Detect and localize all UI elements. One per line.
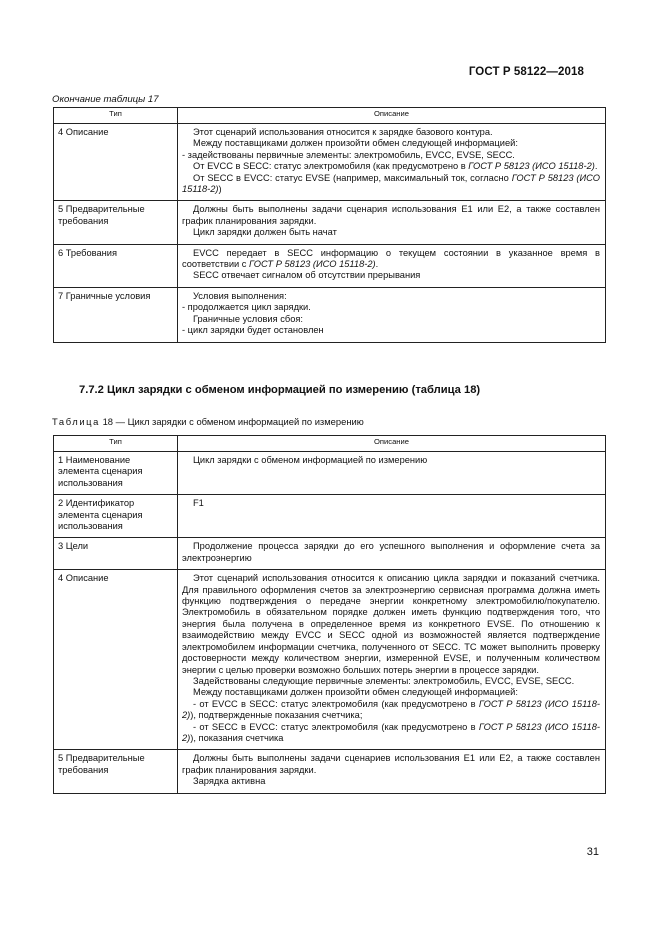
description-paragraph: Должны быть выполнены задачи сценариев использования E1 или E2, а также составлен график планирования зарядки.	[182, 753, 600, 775]
caption-word: Таблица	[52, 416, 100, 427]
description-list-item: - от EVCC в SECC: статус электромобиля (как предусмотрено в ГОСТ Р 58123 (ИСО 15118-2)), подтвержденные показания счетчика;	[182, 698, 600, 721]
row-description	[178, 495, 606, 538]
table-row	[54, 495, 606, 538]
table-18-caption: Таблица 18 — Цикл зарядки с обменом информацией по измерению	[52, 416, 364, 427]
row-description	[178, 244, 606, 287]
description-paragraph: Этот сценарий использования относится к зарядке базового контура.	[193, 127, 493, 137]
row-description	[178, 570, 606, 750]
table-row	[54, 570, 606, 750]
column-header-description: Описание	[178, 108, 606, 124]
description-paragraph: Задействованы следующие первичные элементы: электромобиль, EVCC, EVSE, SECC.	[193, 675, 575, 686]
description-paragraph: От SECC в EVCC: статус EVSE (например, максимальный ток, согласно ГОСТ Р 58123 (ИСО 15118-2))	[182, 172, 601, 195]
row-label: 2 Идентификатор элемента сценария использования	[54, 495, 178, 538]
row-description	[178, 452, 606, 495]
row-label: 3 Цели	[54, 538, 178, 570]
table-row	[54, 244, 606, 287]
table-row	[54, 750, 606, 793]
table-row	[54, 452, 606, 495]
description-paragraph: Продолжение процесса зарядки до его успешного выполнения и оформление счета за электроэнергию	[182, 541, 600, 563]
row-label: 5 Предварительные требования	[54, 750, 178, 793]
section-heading: 7.7.2 Цикл зарядки с обменом информацией по измерению (таблица 18)	[79, 384, 481, 396]
column-header-type: Тип	[54, 436, 178, 452]
row-label: 7 Граничные условия	[54, 287, 178, 342]
standard-reference: ГОСТ Р 58123 (ИСО 15118-2)	[182, 698, 600, 721]
table-continuation-caption: Окончание таблицы 17	[52, 94, 159, 105]
row-description	[178, 201, 606, 244]
row-description	[178, 287, 606, 342]
description-paragraph: Цикл зарядки с обменом информацией по измерению	[193, 455, 428, 465]
table-row	[54, 201, 606, 244]
row-label: 4 Описание	[54, 124, 178, 201]
document-id-header: ГОСТ Р 58122—2018	[468, 66, 584, 78]
table-18	[53, 435, 606, 794]
table-row	[54, 538, 606, 570]
standard-reference: ГОСТ Р 58123 (ИСО 15118-2)	[468, 161, 595, 172]
page-number: 31	[586, 846, 599, 858]
description-paragraph: F1	[193, 498, 204, 509]
description-list-item: - продолжается цикл зарядки.	[182, 302, 311, 313]
description-paragraph: EVCC передает в SECC информацию о текущем состоянии в указанное время в соответствии с ГОСТ Р 58123 (ИСО 15118-2).	[182, 247, 600, 270]
description-paragraph: Граничные условия сбоя:	[193, 313, 303, 324]
description-paragraph: Цикл зарядки должен быть начат	[193, 227, 337, 238]
table-header-row	[54, 108, 606, 124]
column-header-description: Описание	[178, 436, 606, 452]
row-description	[178, 538, 606, 570]
description-paragraph: От EVCC в SECC: статус электромобиля (как предусмотрено в ГОСТ Р 58123 (ИСО 15118-2).	[193, 161, 598, 172]
column-header-type: Тип	[54, 108, 178, 124]
table-header-row	[54, 436, 606, 452]
description-paragraph: Условия выполнения:	[193, 290, 287, 301]
table-row	[54, 287, 606, 342]
table-row	[54, 124, 606, 201]
standard-reference: ГОСТ Р 58123 (ИСО 15118-2)	[249, 259, 376, 270]
description-paragraph: Между поставщиками должен произойти обмен следующей информацией:	[193, 687, 518, 698]
description-list-item: - от SECC в EVCC: статус электромобиля (как предусмотрено в ГОСТ Р 58123 (ИСО 15118-2)), показания счетчика	[182, 721, 600, 743]
row-description	[178, 124, 606, 201]
row-label: 4 Описание	[54, 570, 178, 750]
description-paragraph: Должны быть выполнены задачи сценария использования E1 или E2, а также составлен график планирования зарядки.	[182, 204, 600, 226]
row-label: 6 Требования	[54, 244, 178, 287]
standard-reference: ГОСТ Р 58123 (ИСО 15118-2)	[182, 721, 600, 743]
description-list-item: - задействованы первичные элементы: электромобиль, EVCC, EVSE, SECC.	[182, 149, 515, 160]
description-paragraph: Между поставщиками должен произойти обмен следующей информацией:	[193, 138, 518, 149]
description-paragraph: SECC отвечает сигналом об отсутствии прерывания	[193, 270, 421, 281]
standard-reference: ГОСТ Р 58123 (ИСО 15118-2)	[182, 172, 601, 195]
description-list-item: - цикл зарядки будет остановлен	[182, 325, 324, 336]
row-label: 1 Наименование элемента сценария использования	[54, 452, 178, 495]
description-paragraph: Этот сценарий использования относится к описанию цикла зарядки и показаний счетчика. Для правильного оформления счетов за электроэнергию сервисная программа должна иметь функцию подтверждения о передаче энергии конкретному электромобилю/покупателю. Электромобиль в обязательном порядке должен иметь функцию подтверждения того, что энергия была получена в определенное время из конкретного EVSE. По отношению к взаимодействию между EVCC и SECC одной из возможностей является подтверждение электромобилем информации счетчика, полученного от SECC. ТС может выполнить проверку достоверности между количеством энергии, измеренной EVSE, и полученным количеством энергии с целью проверки возможно больших потерь энергии в процессе зарядки.	[182, 573, 600, 675]
row-description	[178, 750, 606, 793]
table-17	[53, 107, 606, 343]
description-paragraph: Зарядка активна	[193, 776, 266, 787]
row-label: 5 Предварительные требования	[54, 201, 178, 244]
